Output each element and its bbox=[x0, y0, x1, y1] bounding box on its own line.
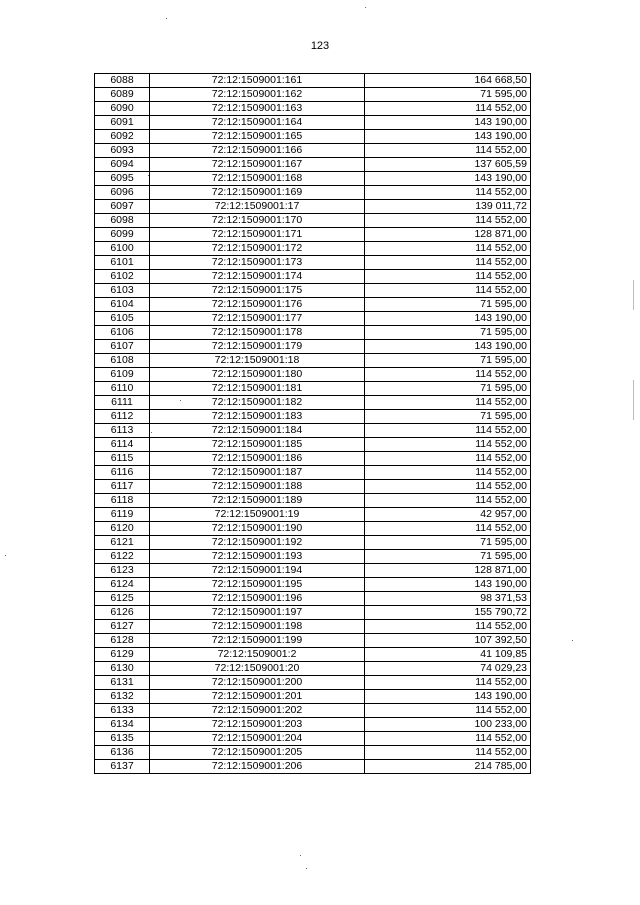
page-number: 123 bbox=[310, 40, 330, 52]
table-row bbox=[95, 368, 531, 382]
cadastral-value: 71 595,00 bbox=[365, 298, 531, 312]
cadastral-value: 114 552,00 bbox=[365, 676, 531, 690]
row-number: 6133 bbox=[95, 704, 150, 718]
table-row bbox=[95, 662, 531, 676]
row-number: 6107 bbox=[95, 340, 150, 354]
row-number: 6112 bbox=[95, 410, 150, 424]
cadastral-number: 72:12:1509001:167 bbox=[150, 158, 365, 172]
cadastral-value: 71 595,00 bbox=[365, 354, 531, 368]
cadastral-value: 114 552,00 bbox=[365, 466, 531, 480]
table-row bbox=[95, 298, 531, 312]
cadastral-number: 72:12:1509001:176 bbox=[150, 298, 365, 312]
scan-speck bbox=[148, 175, 149, 176]
row-number: 6110 bbox=[95, 382, 150, 396]
cadastral-value: 143 190,00 bbox=[365, 130, 531, 144]
scan-edge-mark bbox=[633, 380, 634, 420]
table-row bbox=[95, 270, 531, 284]
table-row bbox=[95, 746, 531, 760]
table-row bbox=[95, 88, 531, 102]
cadastral-number: 72:12:1509001:19 bbox=[150, 508, 365, 522]
row-number: 6137 bbox=[95, 760, 150, 774]
cadastral-number: 72:12:1509001:181 bbox=[150, 382, 365, 396]
cadastral-value: 143 190,00 bbox=[365, 172, 531, 186]
table-row bbox=[95, 508, 531, 522]
cadastral-number: 72:12:1509001:174 bbox=[150, 270, 365, 284]
table-row bbox=[95, 326, 531, 340]
cadastral-value: 71 595,00 bbox=[365, 536, 531, 550]
table-row bbox=[95, 592, 531, 606]
cadastral-number: 72:12:1509001:173 bbox=[150, 256, 365, 270]
table-row bbox=[95, 172, 531, 186]
row-number: 6129 bbox=[95, 648, 150, 662]
cadastral-number: 72:12:1509001:166 bbox=[150, 144, 365, 158]
table-row bbox=[95, 284, 531, 298]
cadastral-number: 72:12:1509001:179 bbox=[150, 340, 365, 354]
table-row bbox=[95, 704, 531, 718]
row-number: 6089 bbox=[95, 88, 150, 102]
cadastral-number: 72:12:1509001:185 bbox=[150, 438, 365, 452]
cadastral-value: 164 668,50 bbox=[365, 74, 531, 88]
row-number: 6131 bbox=[95, 676, 150, 690]
cadastral-number: 72:12:1509001:190 bbox=[150, 522, 365, 536]
row-number: 6111 bbox=[95, 396, 150, 410]
row-number: 6095 bbox=[95, 172, 150, 186]
cadastral-number: 72:12:1509001:197 bbox=[150, 606, 365, 620]
cadastral-number: 72:12:1509001:161 bbox=[150, 74, 365, 88]
row-number: 6106 bbox=[95, 326, 150, 340]
cadastral-value: 139 011,72 bbox=[365, 200, 531, 214]
table-row bbox=[95, 354, 531, 368]
cadastral-value: 114 552,00 bbox=[365, 522, 531, 536]
row-number: 6093 bbox=[95, 144, 150, 158]
cadastral-value: 114 552,00 bbox=[365, 494, 531, 508]
cadastral-value: 114 552,00 bbox=[365, 144, 531, 158]
row-number: 6092 bbox=[95, 130, 150, 144]
table-row bbox=[95, 74, 531, 88]
table-row bbox=[95, 186, 531, 200]
cadastral-value: 98 371,53 bbox=[365, 592, 531, 606]
cadastral-value: 114 552,00 bbox=[365, 452, 531, 466]
cadastral-number: 72:12:1509001:177 bbox=[150, 312, 365, 326]
cadastral-value: 41 109,85 bbox=[365, 648, 531, 662]
cadastral-value: 114 552,00 bbox=[365, 186, 531, 200]
scan-speck bbox=[572, 640, 573, 641]
table-row bbox=[95, 102, 531, 116]
row-number: 6088 bbox=[95, 74, 150, 88]
table-row bbox=[95, 760, 531, 774]
row-number: 6115 bbox=[95, 452, 150, 466]
table-row bbox=[95, 396, 531, 410]
table-row bbox=[95, 312, 531, 326]
cadastral-number: 72:12:1509001:2 bbox=[150, 648, 365, 662]
row-number: 6090 bbox=[95, 102, 150, 116]
table-row bbox=[95, 452, 531, 466]
cadastral-number: 72:12:1509001:183 bbox=[150, 410, 365, 424]
cadastral-number: 72:12:1509001:164 bbox=[150, 116, 365, 130]
row-number: 6091 bbox=[95, 116, 150, 130]
scan-speck bbox=[300, 855, 301, 856]
cadastral-number: 72:12:1509001:193 bbox=[150, 550, 365, 564]
cadastral-number: 72:12:1509001:169 bbox=[150, 186, 365, 200]
cadastral-number: 72:12:1509001:171 bbox=[150, 228, 365, 242]
cadastral-number: 72:12:1509001:196 bbox=[150, 592, 365, 606]
cadastral-number: 72:12:1509001:199 bbox=[150, 634, 365, 648]
table-row bbox=[95, 382, 531, 396]
cadastral-value: 155 790,72 bbox=[365, 606, 531, 620]
row-number: 6124 bbox=[95, 578, 150, 592]
cadastral-number: 72:12:1509001:182 bbox=[150, 396, 365, 410]
cadastral-value: 114 552,00 bbox=[365, 438, 531, 452]
table-row bbox=[95, 116, 531, 130]
row-number: 6130 bbox=[95, 662, 150, 676]
cadastral-number: 72:12:1509001:17 bbox=[150, 200, 365, 214]
cadastral-value: 114 552,00 bbox=[365, 424, 531, 438]
table-row bbox=[95, 200, 531, 214]
cadastral-value: 114 552,00 bbox=[365, 242, 531, 256]
cadastral-number: 72:12:1509001:18 bbox=[150, 354, 365, 368]
row-number: 6135 bbox=[95, 732, 150, 746]
cadastral-number: 72:12:1509001:184 bbox=[150, 424, 365, 438]
row-number: 6103 bbox=[95, 284, 150, 298]
scan-speck bbox=[180, 400, 181, 401]
table-row bbox=[95, 144, 531, 158]
cadastral-number: 72:12:1509001:178 bbox=[150, 326, 365, 340]
row-number: 6105 bbox=[95, 312, 150, 326]
row-number: 6099 bbox=[95, 228, 150, 242]
cadastral-value: 143 190,00 bbox=[365, 340, 531, 354]
cadastral-value: 114 552,00 bbox=[365, 270, 531, 284]
scan-speck bbox=[151, 432, 152, 433]
cadastral-value: 42 957,00 bbox=[365, 508, 531, 522]
cadastral-number: 72:12:1509001:168 bbox=[150, 172, 365, 186]
table-row bbox=[95, 564, 531, 578]
table-row bbox=[95, 732, 531, 746]
cadastral-number: 72:12:1509001:195 bbox=[150, 578, 365, 592]
row-number: 6100 bbox=[95, 242, 150, 256]
cadastral-number: 72:12:1509001:188 bbox=[150, 480, 365, 494]
table-row bbox=[95, 578, 531, 592]
cadastral-value: 114 552,00 bbox=[365, 746, 531, 760]
table-row bbox=[95, 676, 531, 690]
scan-speck bbox=[166, 18, 167, 19]
cadastral-value: 114 552,00 bbox=[365, 368, 531, 382]
cadastral-value: 114 552,00 bbox=[365, 480, 531, 494]
table-row bbox=[95, 620, 531, 634]
cadastral-value: 114 552,00 bbox=[365, 102, 531, 116]
row-number: 6094 bbox=[95, 158, 150, 172]
row-number: 6104 bbox=[95, 298, 150, 312]
cadastral-value: 143 190,00 bbox=[365, 578, 531, 592]
cadastral-value: 143 190,00 bbox=[365, 312, 531, 326]
table-row bbox=[95, 690, 531, 704]
cadastral-number: 72:12:1509001:186 bbox=[150, 452, 365, 466]
table-row bbox=[95, 522, 531, 536]
cadastral-number: 72:12:1509001:165 bbox=[150, 130, 365, 144]
cadastral-value: 71 595,00 bbox=[365, 382, 531, 396]
table-row bbox=[95, 214, 531, 228]
row-number: 6125 bbox=[95, 592, 150, 606]
row-number: 6114 bbox=[95, 438, 150, 452]
table-row bbox=[95, 340, 531, 354]
row-number: 6109 bbox=[95, 368, 150, 382]
cadastral-number: 72:12:1509001:172 bbox=[150, 242, 365, 256]
row-number: 6121 bbox=[95, 536, 150, 550]
cadastral-number: 72:12:1509001:192 bbox=[150, 536, 365, 550]
table-row bbox=[95, 130, 531, 144]
row-number: 6136 bbox=[95, 746, 150, 760]
cadastral-value: 114 552,00 bbox=[365, 284, 531, 298]
table-row bbox=[95, 606, 531, 620]
row-number: 6117 bbox=[95, 480, 150, 494]
table-row bbox=[95, 228, 531, 242]
scan-speck bbox=[365, 7, 366, 8]
cadastral-number: 72:12:1509001:163 bbox=[150, 102, 365, 116]
cadastral-value: 214 785,00 bbox=[365, 760, 531, 774]
table-row bbox=[95, 550, 531, 564]
table-body bbox=[95, 74, 531, 774]
table-row bbox=[95, 242, 531, 256]
row-number: 6118 bbox=[95, 494, 150, 508]
cadastral-value: 71 595,00 bbox=[365, 410, 531, 424]
table-row bbox=[95, 634, 531, 648]
table-row bbox=[95, 256, 531, 270]
row-number: 6134 bbox=[95, 718, 150, 732]
table-row bbox=[95, 480, 531, 494]
row-number: 6126 bbox=[95, 606, 150, 620]
row-number: 6122 bbox=[95, 550, 150, 564]
cadastral-value: 128 871,00 bbox=[365, 228, 531, 242]
scan-speck bbox=[5, 555, 6, 556]
cadastral-number: 72:12:1509001:205 bbox=[150, 746, 365, 760]
cadastral-value: 114 552,00 bbox=[365, 732, 531, 746]
row-number: 6101 bbox=[95, 256, 150, 270]
row-number: 6132 bbox=[95, 690, 150, 704]
cadastral-value: 114 552,00 bbox=[365, 704, 531, 718]
cadastral-value: 114 552,00 bbox=[365, 214, 531, 228]
table-row bbox=[95, 158, 531, 172]
cadastral-number: 72:12:1509001:187 bbox=[150, 466, 365, 480]
row-number: 6108 bbox=[95, 354, 150, 368]
cadastral-value: 71 595,00 bbox=[365, 88, 531, 102]
cadastral-number: 72:12:1509001:201 bbox=[150, 690, 365, 704]
cadastral-number: 72:12:1509001:180 bbox=[150, 368, 365, 382]
row-number: 6113 bbox=[95, 424, 150, 438]
cadastral-value: 114 552,00 bbox=[365, 256, 531, 270]
row-number: 6119 bbox=[95, 508, 150, 522]
cadastral-number: 72:12:1509001:194 bbox=[150, 564, 365, 578]
cadastral-value-table bbox=[94, 73, 531, 774]
cadastral-number: 72:12:1509001:204 bbox=[150, 732, 365, 746]
cadastral-number: 72:12:1509001:175 bbox=[150, 284, 365, 298]
cadastral-number: 72:12:1509001:170 bbox=[150, 214, 365, 228]
row-number: 6128 bbox=[95, 634, 150, 648]
row-number: 6116 bbox=[95, 466, 150, 480]
cadastral-number: 72:12:1509001:198 bbox=[150, 620, 365, 634]
table-row bbox=[95, 648, 531, 662]
row-number: 6102 bbox=[95, 270, 150, 284]
table-row bbox=[95, 536, 531, 550]
cadastral-number: 72:12:1509001:200 bbox=[150, 676, 365, 690]
row-number: 6123 bbox=[95, 564, 150, 578]
cadastral-number: 72:12:1509001:162 bbox=[150, 88, 365, 102]
cadastral-value: 71 595,00 bbox=[365, 550, 531, 564]
table-row bbox=[95, 466, 531, 480]
table-row bbox=[95, 438, 531, 452]
cadastral-number: 72:12:1509001:206 bbox=[150, 760, 365, 774]
scan-edge-mark bbox=[633, 280, 634, 310]
cadastral-value: 71 595,00 bbox=[365, 326, 531, 340]
cadastral-value: 74 029,23 bbox=[365, 662, 531, 676]
cadastral-value: 107 392,50 bbox=[365, 634, 531, 648]
cadastral-value: 137 605,59 bbox=[365, 158, 531, 172]
row-number: 6098 bbox=[95, 214, 150, 228]
cadastral-number: 72:12:1509001:20 bbox=[150, 662, 365, 676]
cadastral-number: 72:12:1509001:203 bbox=[150, 718, 365, 732]
table-row bbox=[95, 494, 531, 508]
cadastral-value: 114 552,00 bbox=[365, 620, 531, 634]
cadastral-value: 143 190,00 bbox=[365, 690, 531, 704]
cadastral-value: 100 233,00 bbox=[365, 718, 531, 732]
row-number: 6096 bbox=[95, 186, 150, 200]
row-number: 6120 bbox=[95, 522, 150, 536]
cadastral-number: 72:12:1509001:189 bbox=[150, 494, 365, 508]
row-number: 6127 bbox=[95, 620, 150, 634]
scan-speck bbox=[306, 868, 307, 869]
cadastral-number: 72:12:1509001:202 bbox=[150, 704, 365, 718]
table-row bbox=[95, 718, 531, 732]
table-row bbox=[95, 410, 531, 424]
table-row bbox=[95, 424, 531, 438]
cadastral-value: 114 552,00 bbox=[365, 396, 531, 410]
cadastral-value: 143 190,00 bbox=[365, 116, 531, 130]
cadastral-value: 128 871,00 bbox=[365, 564, 531, 578]
row-number: 6097 bbox=[95, 200, 150, 214]
